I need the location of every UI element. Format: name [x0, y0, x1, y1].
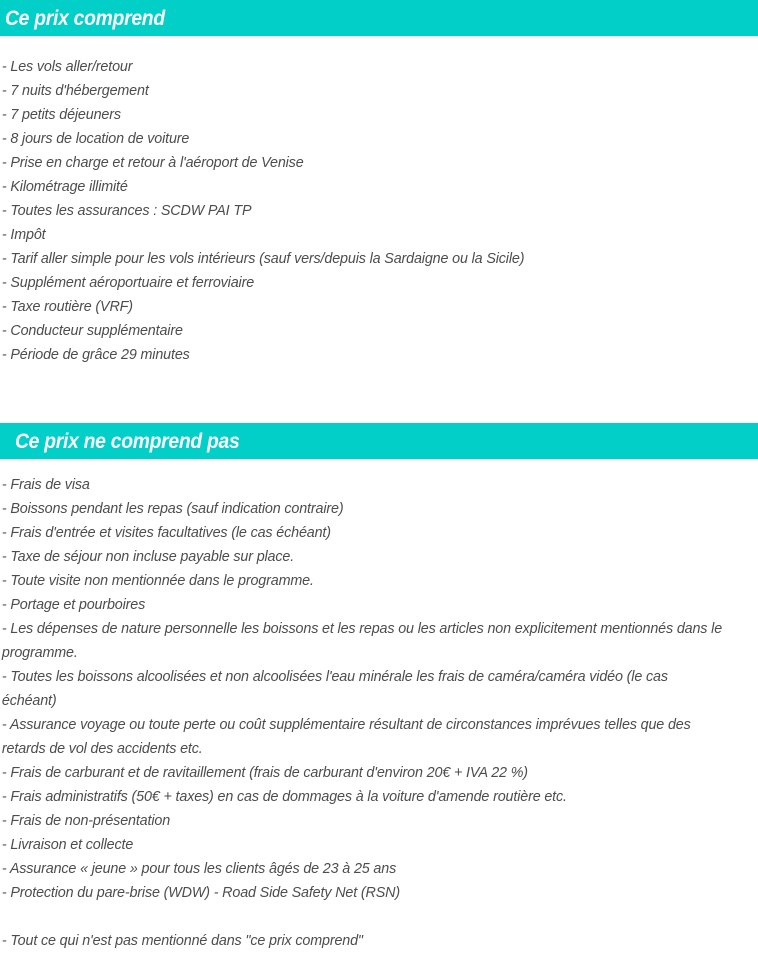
list-item: - Taxe de séjour non incluse payable sur place.	[1, 548, 295, 565]
list-item: - Frais de visa	[1, 476, 90, 493]
list-item: - Les vols aller/retour	[1, 58, 133, 75]
list-item: - Conducteur supplémentaire	[1, 322, 183, 339]
list-item: - 7 nuits d'hébergement	[1, 82, 149, 99]
list-item: - Toute visite non mentionnée dans le programme.	[1, 572, 314, 589]
list-item: - Frais de carburant et de ravitaillement (frais de carburant d'environ 20€ + IVA 22 %)	[1, 764, 528, 781]
spacer-top-excluded	[0, 459, 758, 473]
list-item: - Toutes les assurances : SCDW PAI TP	[1, 202, 252, 219]
list-item: - Protection du pare-brise (WDW) - Road Side Safety Net (RSN)	[1, 884, 400, 901]
list-item: - Tout ce qui n'est pas mentionné dans "ce prix comprend"	[1, 932, 363, 949]
section-gap	[0, 367, 758, 423]
section-title-excluded: Ce prix ne comprend pas	[15, 429, 240, 453]
list-item: - Supplément aéroportuaire et ferroviaire	[1, 274, 255, 291]
section-header-excluded	[0, 423, 758, 459]
list-item: - Impôt	[1, 226, 46, 243]
list-item: - Frais d'entrée et visites facultatives (le cas échéant)	[1, 524, 331, 541]
list-item: - Taxe routière (VRF)	[1, 298, 133, 315]
list-item: - Boissons pendant les repas (sauf indication contraire)	[1, 500, 344, 517]
list-item: - 8 jours de location de voiture	[1, 130, 190, 147]
section-header-included	[0, 0, 758, 36]
list-item: - Tarif aller simple pour les vols intérieurs (sauf vers/depuis la Sardaigne ou la Sicile)	[1, 250, 525, 267]
list-item: - Portage et pourboires	[1, 596, 146, 613]
list-item: - Kilométrage illimité	[1, 178, 128, 195]
list-item: - Toutes les boissons alcoolisées et non alcoolisées l'eau minérale les frais de caméra/caméra vidéo (le cas échéant)	[1, 668, 668, 709]
list-item: - Livraison et collecte	[1, 836, 134, 853]
list-item: - Assurance voyage ou toute perte ou coût supplémentaire résultant de circonstances imprévues telles que des retards de vol des accidents etc.	[1, 716, 691, 757]
list-item: - 7 petits déjeuners	[1, 106, 121, 123]
list-item: - Période de grâce 29 minutes	[1, 346, 190, 363]
list-item: - Assurance « jeune » pour tous les clients âgés de 23 à 25 ans	[1, 860, 397, 877]
list-item: - Les dépenses de nature personnelle les boissons et les repas ou les articles non explicitement mentionnés dans le programme.	[1, 620, 723, 661]
list-item: - Frais administratifs (50€ + taxes) en cas de dommages à la voiture d'amende routière etc.	[1, 788, 567, 805]
excluded-list	[0, 473, 758, 953]
spacer-top-included	[0, 36, 758, 55]
list-item: - Frais de non-présentation	[1, 812, 171, 829]
list-item: - Prise en charge et retour à l'aéroport de Venise	[1, 154, 304, 171]
included-list	[0, 55, 758, 367]
section-title-included: Ce prix comprend	[5, 6, 165, 30]
